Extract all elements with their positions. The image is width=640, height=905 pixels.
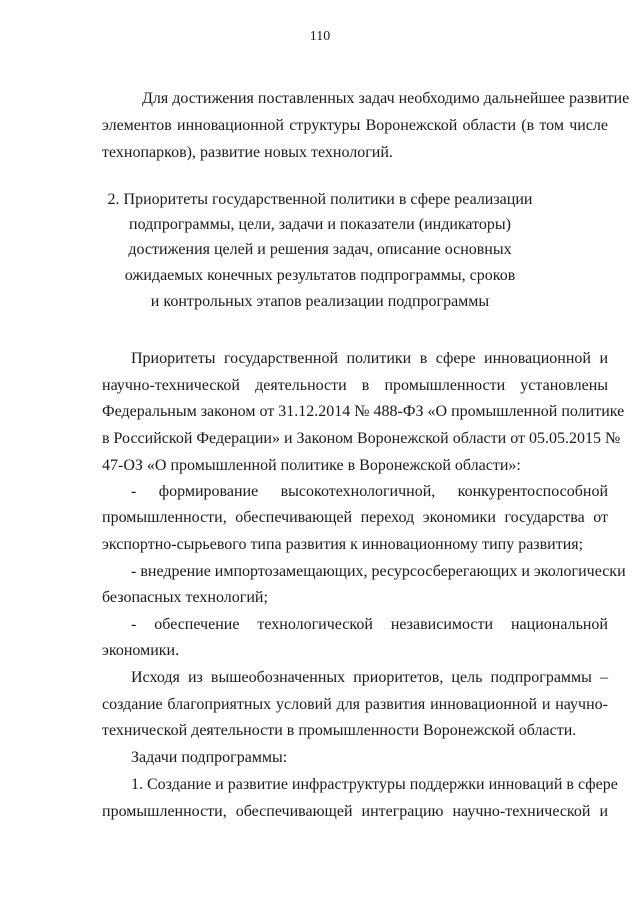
goal-line-1: Исходя из вышеобозначенных приоритетов, цель подпрограммы – — [131, 669, 608, 686]
section-heading-line-1: 2. Приоритеты государственной политики в сфере реализации — [107, 191, 533, 208]
body-line-3: Федеральным законом от 31.12.2014 № 488-ФЗ «О промышленной политике — [102, 403, 625, 420]
goal-line-2: создание благоприятных условий для развития инновационной и научно- — [102, 696, 608, 713]
intro-line-2: элементов инновационной структуры Воронежской области (в том числе — [102, 117, 608, 134]
list-item-1-line-3: экспортно-сырьевого типа развития к инновационному типу развития; — [102, 536, 584, 553]
page-number: 110 — [309, 29, 331, 44]
list-item-1-line-2: промышленности, обеспечивающей переход экономики государства от — [102, 509, 608, 526]
intro-line-1: Для достижения поставленных задач необходимо дальнейшее развитие — [142, 90, 630, 107]
body-line-2: научно-технической деятельности в промышленности установлены — [102, 377, 608, 394]
intro-line-3: технопарков), развитие новых технологий. — [102, 144, 393, 161]
section-heading-line-2: подпрограммы, цели, задачи и показатели (индикаторы) — [129, 216, 511, 233]
section-heading-line-3: достижения целей и решения задач, описание основных — [128, 241, 512, 258]
goal-line-3: технической деятельности в промышленности Воронежской области. — [102, 722, 577, 739]
list-item-2-line-1: - внедрение импортозамещающих, ресурсосберегающих и экологически — [131, 563, 626, 580]
task-1-line-1: 1. Создание и развитие инфраструктуры поддержки инноваций в сфере — [131, 776, 618, 793]
body-line-4: в Российской Федерации» и Законом Воронежской области от 05.05.2015 № — [102, 430, 621, 447]
body-line-5: 47-ОЗ «О промышленной политике в Воронежской области»: — [102, 457, 521, 474]
tasks-heading: Задачи подпрограммы: — [131, 749, 288, 766]
task-1-line-2: промышленности, обеспечивающей интеграцию научно-технической и — [102, 803, 608, 820]
list-item-2-line-2: безопасных технологий; — [102, 589, 268, 606]
section-heading-line-5: и контрольных этапов реализации подпрограммы — [150, 293, 490, 310]
section-heading-line-4: ожидаемых конечных результатов подпрограммы, сроков — [124, 267, 516, 284]
list-item-3-line-1: - обеспечение технологической независимости национальной — [131, 616, 608, 633]
list-item-3-line-2: экономики. — [102, 642, 180, 659]
body-line-1: Приоритеты государственной политики в сфере инновационной и — [131, 350, 608, 367]
list-item-1-line-1: - формирование высокотехнологичной, конкурентоспособной — [131, 483, 608, 500]
